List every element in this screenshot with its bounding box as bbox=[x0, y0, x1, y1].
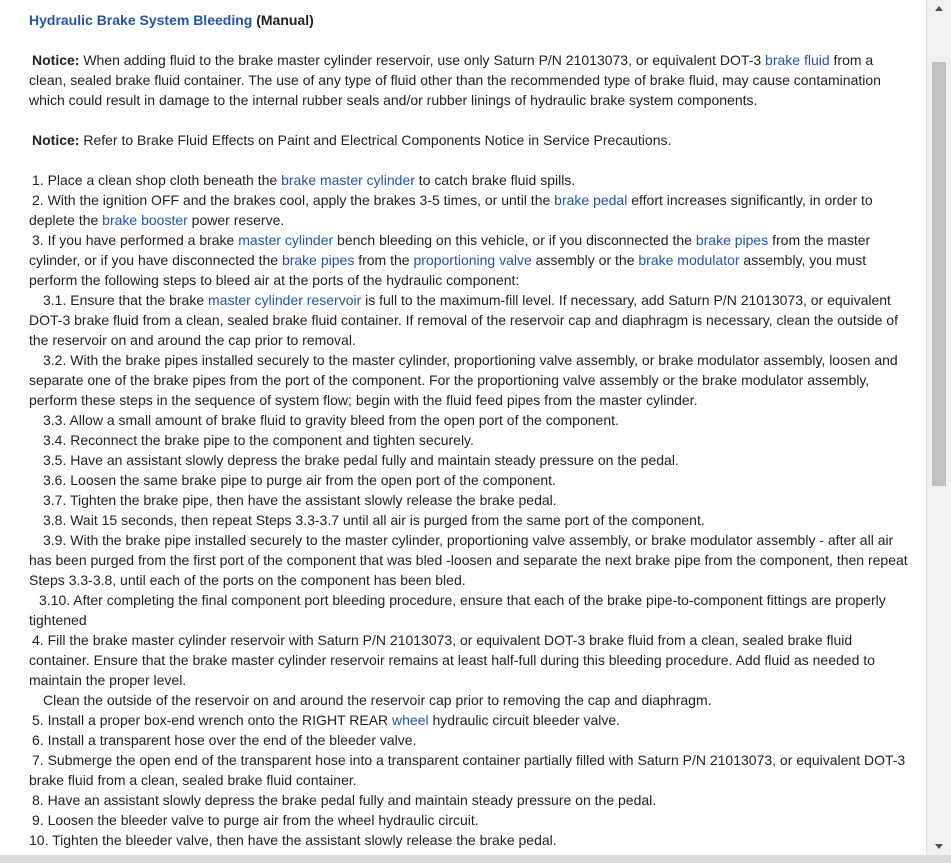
text-run: 3.5. Have an assistant slowly depress the brake pedal fully and maintain steady pressure on the pedal. bbox=[43, 452, 679, 468]
vertical-scrollbar[interactable] bbox=[926, 0, 951, 855]
text-run: 8. Have an assistant slowly depress the brake pedal fully and maintain steady pressure on the pedal. bbox=[32, 792, 657, 808]
text-run: 4. Fill the brake master cylinder reservoir with Saturn P/N 21013073, or equivalent DOT-3 brake fluid from a clean, sealed brake fluid container. Ensure that the brake master cylinder reservoir remains at least half-full during this bleeding procedure. Add fluid as needed to maintain the proper level. bbox=[29, 632, 875, 688]
text-run: 1. Place a clean shop cloth beneath the bbox=[32, 172, 282, 188]
procedure-step bbox=[29, 230, 913, 290]
text-run: 3.7. Tighten the brake pipe, then have the assistant slowly release the brake pedal. bbox=[43, 492, 557, 508]
procedure-step bbox=[29, 410, 913, 430]
page-title bbox=[29, 10, 913, 30]
procedure-step bbox=[29, 490, 913, 510]
procedure-step bbox=[29, 730, 913, 750]
term-link[interactable]: master cylinder bbox=[238, 232, 334, 248]
text-run: 3.3. Allow a small amount of brake fluid to gravity bleed from the open port of the component. bbox=[43, 412, 619, 428]
text-run: assembly or the bbox=[531, 252, 639, 268]
procedure-step bbox=[29, 430, 913, 450]
procedure-step bbox=[29, 510, 913, 530]
procedure-step bbox=[29, 530, 913, 590]
term-link[interactable]: brake modulator bbox=[638, 252, 740, 268]
procedure-step bbox=[29, 750, 913, 790]
text-run: 3.2. With the brake pipes installed securely to the master cylinder, proportioning valve assembly, or brake modulator assembly, loosen and separate one of the brake pipes from the port of the component. For the proportioning valve assembly or the brake modulator assembly, perform these steps in the sequence of system flow; begin with the fluid feed pipes from the master cylinder. bbox=[29, 352, 898, 408]
text-run: 2. With the ignition OFF and the brakes cool, apply the brakes 3-5 times, or until the bbox=[32, 192, 555, 208]
text-run: 3.4. Reconnect the brake pipe to the component and tighten securely. bbox=[43, 432, 474, 448]
procedure-step bbox=[29, 790, 913, 810]
title-link[interactable]: Hydraulic Brake System Bleeding bbox=[29, 12, 253, 28]
text-run: 5. Install a proper box-end wrench onto the RIGHT REAR bbox=[32, 712, 393, 728]
horizontal-scrollbar[interactable] bbox=[0, 855, 951, 863]
text-run: from the master cylinder, or if you have disconnected the bbox=[29, 232, 871, 268]
notices bbox=[29, 50, 913, 150]
text-run: Clean the outside of the reservoir on and around the reservoir cap prior to removing the cap and diaphragm. bbox=[43, 692, 712, 708]
text-run: 6. Install a transparent hose over the end of the bleeder valve. bbox=[32, 732, 417, 748]
term-link[interactable]: brake pipes bbox=[281, 252, 355, 268]
procedure-step bbox=[29, 450, 913, 470]
text-run: power reserve. bbox=[187, 212, 285, 228]
procedure-step bbox=[29, 590, 913, 630]
procedure-step bbox=[29, 710, 913, 730]
text-run: 3.10. After completing the final component port bleeding procedure, ensure that each of the brake pipe-to-component fittings are properly tightened bbox=[29, 592, 886, 628]
term-link[interactable]: brake booster bbox=[102, 212, 188, 228]
notice-paragraph bbox=[29, 50, 913, 110]
text-run: Refer to Brake Fluid Effects on Paint and Electrical Components Notice in Service Precautions. bbox=[79, 132, 672, 148]
term-link[interactable]: brake pipes bbox=[695, 232, 769, 248]
procedure-step bbox=[29, 690, 913, 710]
text-run: bench bleeding on this vehicle, or if you disconnected the bbox=[333, 232, 696, 248]
procedure-step bbox=[29, 830, 913, 850]
procedure-steps bbox=[29, 170, 913, 850]
notice-label: Notice: bbox=[32, 52, 80, 68]
text-run: hydraulic circuit bleeder valve. bbox=[428, 712, 621, 728]
text-run: 10. Tighten the bleeder valve, then have the assistant slowly release the brake pedal. bbox=[29, 832, 557, 848]
procedure-step bbox=[29, 810, 913, 830]
title-suffix: (Manual) bbox=[252, 12, 314, 28]
text-run: 3.8. Wait 15 seconds, then repeat Steps 3.3-3.7 until all air is purged from the same port of the component. bbox=[43, 512, 705, 528]
triangle-up-icon[interactable] bbox=[933, 3, 945, 15]
procedure-step bbox=[29, 630, 913, 690]
procedure-step bbox=[29, 170, 913, 190]
term-link[interactable]: brake master cylinder bbox=[281, 172, 415, 188]
text-run: from a clean, sealed brake fluid container. The use of any type of fluid other than the recommended type of brake fluid, may cause contamination which could result in damage to the internal rubber seals and/or rubber linings of hydraulic brake system components. bbox=[29, 52, 881, 108]
procedure-step bbox=[29, 290, 913, 350]
text-run: to catch brake fluid spills. bbox=[414, 172, 576, 188]
procedure-step bbox=[29, 190, 913, 230]
triangle-down-icon[interactable] bbox=[933, 840, 945, 852]
notice-label: Notice: bbox=[32, 132, 80, 148]
text-run: 7. Submerge the open end of the transparent hose into a transparent container partially filled with Saturn P/N 21013073, or equivalent DOT-3 brake fluid from a clean, sealed brake fluid container. bbox=[29, 752, 906, 788]
term-link[interactable]: proportioning valve bbox=[413, 252, 532, 268]
procedure-step bbox=[29, 470, 913, 490]
text-run: 3. If you have performed a brake bbox=[32, 232, 239, 248]
text-run: When adding fluid to the brake master cylinder reservoir, use only Saturn P/N 21013073, or equivalent DOT-3 bbox=[79, 52, 766, 68]
text-run: 3.1. Ensure that the brake bbox=[43, 292, 208, 308]
text-run: is full to the maximum-fill level. If necessary, add Saturn P/N 21013073, or equivalent DOT-3 brake fluid from a clean, sealed brake fluid container. If removal of the reservoir cap and diaphragm is necessary, clean the outside of the reservoir on and around the cap prior to removal. bbox=[29, 292, 898, 348]
term-link[interactable]: wheel bbox=[392, 712, 429, 728]
procedure-step bbox=[29, 350, 913, 410]
text-run: 9. Loosen the bleeder valve to purge air from the wheel hydraulic circuit. bbox=[32, 812, 479, 828]
text-run: effort increases significantly, in order to deplete the bbox=[29, 192, 873, 228]
term-link[interactable]: brake fluid bbox=[765, 52, 830, 68]
notice-paragraph bbox=[29, 130, 913, 150]
scroll-thumb[interactable] bbox=[932, 62, 946, 486]
text-run: assembly, you must perform the following steps to bleed air at the ports of the hydraulic component: bbox=[29, 252, 867, 288]
text-run: 3.6. Loosen the same brake pipe to purge air from the open port of the component. bbox=[43, 472, 556, 488]
text-run: from the bbox=[354, 252, 414, 268]
text-run: 3.9. With the brake pipe installed securely to the master cylinder, proportioning valve assembly, or brake modulator assembly - after all air has been purged from the first port of the component that was bled -loosen and separate the next brake pipe from the component, then repeat Steps 3.3-3.8, until each of the ports on the component has been bled. bbox=[29, 532, 908, 588]
term-link[interactable]: brake pedal bbox=[554, 192, 628, 208]
term-link[interactable]: master cylinder reservoir bbox=[208, 292, 362, 308]
